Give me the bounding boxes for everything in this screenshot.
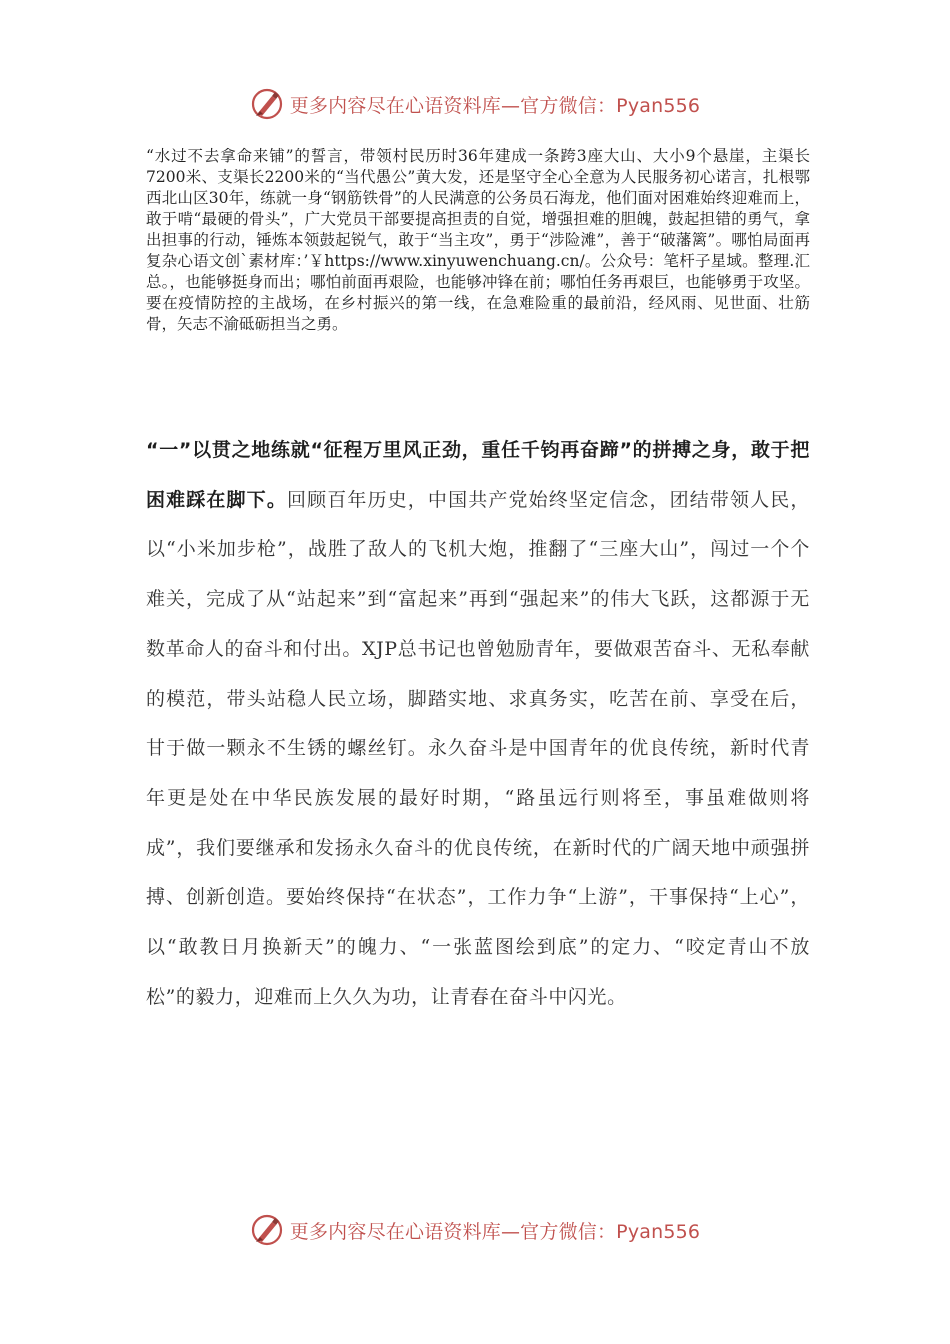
paragraph-2-body: 回顾百年历史，中国共产党始终坚定信念，团结带领人民，以“小米加步枪”，战胜了敌人的飞机大炮，推翻了“三座大山”，闯过一个个难关，完成了从“站起来”到“富起来”再到“强起来”的伟大飞跃，这都源于无数革命人的奋斗和付出。XJP总书记也曾勉励青年，要做艰苦奋斗、无私奉献的模范，带头站稳人民立场，脚踏实地、求真务实，吃苦在前、享受在后，甘于做一颗永不生锈的螺丝钉。永久奋斗是中国青年的优良传统，新时代青年更是处在中华民族发展的最好时期，“路虽远行则将至，事虽难做则将成”，我们要继承和发扬永久奋斗的优良传统，在新时代的广阔天地中顽强拼搏、创新创造。要始终保持“在状态”，工作力争“上游”，干事保持“上心”，以“敢教日月换新天”的魄力、“一张蓝图绘到底”的定力、“咬定青山不放松”的毅力，迎难而上久久为功，让青春在奋斗中闪光。	[146, 488, 810, 1008]
pen-logo-icon	[250, 1213, 284, 1247]
pen-logo-icon	[250, 87, 284, 121]
header-brand-text: 更多内容尽在心语资料库—官方微信：Pyan556	[289, 94, 701, 117]
paragraph-2	[146, 426, 810, 1022]
header-brand	[0, 84, 950, 124]
paragraph-2-lead: “一”以贯之地练就“征程万里风正劲，重任千钧再奋蹄”的拼搏之身，敢于把困难踩在脚下。	[146, 439, 810, 511]
footer-brand-text: 更多内容尽在心语资料库—官方微信：Pyan556	[289, 1220, 701, 1243]
paragraph-1: “水过不去拿命来铺”的誓言，带领村民历时36年建成一条跨3座大山、大小9个悬崖，主渠长7200米、支渠长2200米的“当代愚公”黄大发，还是坚守全心全意为人民服务初心诺言，扎根鄂西北山区30年，练就一身“钢筋铁骨”的人民满意的公务员石海龙，他们面对困难始终迎难而上，敢于啃“最硬的骨头”，广大党员干部要提高担责的自觉，增强担难的胆魄，鼓起担错的勇气，拿出担事的行动，锤炼本领鼓起锐气，敢于“当主攻”，勇于“涉险滩”，善于“破藩篱”。哪怕局面再复杂心语文创`素材库：’￥https://www.xinyuwenchuang.cn/。公众号：笔杆子星域。整理.汇总。，也能够挺身而出；哪怕前面再艰险，也能够冲锋在前；哪怕任务再艰巨，也能够勇于攻坚。要在疫情防控的主战场，在乡村振兴的第一线，在急难险重的最前沿，经风雨、见世面、壮筋骨，矢志不渝砥砺担当之勇。	[146, 147, 810, 333]
footer-brand	[0, 1210, 950, 1250]
